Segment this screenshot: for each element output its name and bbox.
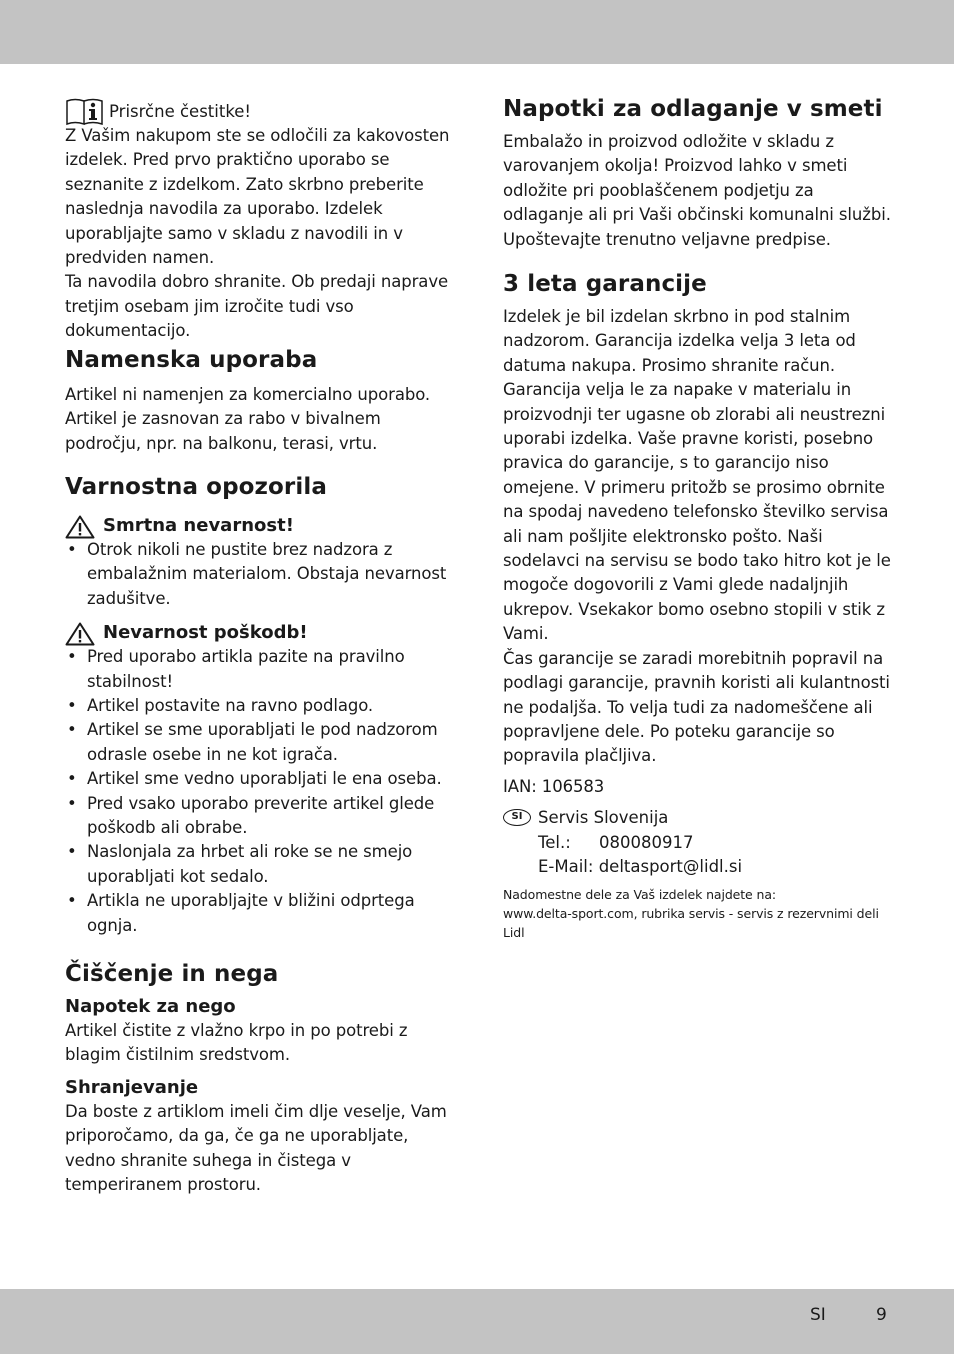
garancija-paragraph-1: Izdelek je bil izdelan skrbno in pod stalnim nadzorom. Garancija izdelka velja 3 leta od datuma nakupa. Prosimo shranite račun. Garancija velja le za napake v materialu in proizvodnji ter ugasne ob zlorabi ali neustrezni uporabi izdelka. Vaše pravne koristi, posebno pravica do garancije, s to garancijo niso omejene. V primeru pritožb se prosimo obrnite na spodaj navedeno telefonsko številko servisa ali nam pošljite elektronsko pošto. Naši sodelavci na servisu se bodo tako hitro kot je le mogoče dogovorili z Vami glede nadaljnjih ukrepov. Vsekakor bomo osebno stopili v stik z Vami.: [503, 307, 891, 644]
ian-number: IAN: 106583: [503, 776, 605, 796]
intro-paragraph-2: Ta navodila dobro shranite. Ob predaji naprave tretjim osebam jim izročite tudi vso dokumentacijo.: [65, 272, 449, 341]
list-item: • Artikel se sme uporabljati le pod nadzorom odrasle osebe in ne kot igrača.: [65, 718, 457, 767]
shranjevanje-text: Da boste z artiklom imeli čim dlje veselje, Vam priporočamo, da ga, če ga ne uporabljate, vedno shranite suhega in čistega v temperiranem prostoru.: [65, 1101, 447, 1195]
list-item: • Artikel postavite na ravno podlago.: [65, 694, 457, 718]
list-item: • Naslonjala za hrbet ali roke se ne smejo uporabljati kot sedalo.: [65, 840, 457, 889]
ciscenje-section: [65, 959, 457, 1197]
varnostna-title: Varnostna opozorila: [65, 474, 327, 500]
tel-label: Tel.:: [538, 832, 571, 852]
warning-poskodb-label: Nevarnost poškodb!: [103, 622, 308, 644]
warning-poskodb-list: [65, 645, 457, 938]
intro-section: [65, 100, 457, 344]
garancija-paragraph-2: Čas garancije se zaradi morebitnih popravil na podlagi garancije, pravnih koristi ali kulantnosti ne podaljša. To velja tudi za nadomeščene ali popravljene dele. Po poteku garancije so popravila plačljiva.: [503, 648, 890, 766]
intro-greeting: Prisrčne čestitke!: [109, 102, 252, 121]
napotki-text: Embalažo in proizvod odložite v skladu z varovanjem okolja! Proizvod lahko v smeti odložite pri pooblaščenem podjetju za odlaganje ali pri Vaši občinski komunalni službi.: [503, 132, 891, 225]
service-name: Servis Slovenija: [538, 808, 669, 828]
footer-language: SI: [810, 1305, 826, 1325]
service-email: E-Mail: deltasport@lidl.si: [538, 856, 743, 876]
service-row: [503, 806, 891, 830]
list-item: • Pred vsako uporabo preverite artikel glede poškodb ali obrabe.: [65, 792, 457, 841]
napotki-section: [503, 94, 891, 252]
shranjevanje-title: Shranjevanje: [65, 1076, 199, 1098]
top-bar: [0, 0, 954, 64]
garancija-section: [503, 269, 891, 942]
garancija-title: 3 leta garancije: [503, 271, 707, 297]
intro-greeting-row: [65, 100, 457, 124]
warning-poskodb: [65, 621, 457, 645]
list-item: • Artikel sme vedno uporabljati le ena oseba.: [65, 767, 457, 791]
country-badge-icon: SI: [503, 809, 531, 826]
service-tel: [503, 831, 891, 855]
page-number: 9: [876, 1305, 887, 1325]
spare-parts-line-2: www.delta-sport.com, rubrika servis - servis z rezervnimi deli Lidl: [503, 906, 879, 941]
warning-smrtna-label: Smrtna nevarnost!: [103, 515, 294, 536]
namenska-section: [65, 345, 457, 456]
napotek-nego-title: Napotek za nego: [65, 996, 236, 1017]
namenska-text: Artikel ni namenjen za komercialno uporabo. Artikel je zasnovan za rabo v bivalnem področju, npr. na balkonu, terasi, vrtu.: [65, 385, 431, 453]
napotek-nego-text: Artikel čistite z vlažno krpo in po potrebi z blagim čistilnim sredstvom.: [65, 1021, 408, 1065]
list-item: • Pred uporabo artikla pazite na pravilno stabilnost!: [65, 645, 457, 694]
napotki-title: Napotki za odlaganje v smeti: [503, 96, 883, 122]
ciscenje-title: Čiščenje in nega: [65, 961, 279, 987]
manual-info-icon: [65, 98, 105, 126]
spare-parts-line-1: Nadomestne dele za Vaš izdelek najdete na:: [503, 887, 777, 903]
warning-triangle-icon: [65, 622, 95, 646]
list-item: • Otrok nikoli ne pustite brez nadzora z embalažnim materialom. Obstaja nevarnost zadušitve.: [65, 538, 457, 611]
list-item: • Artikla ne uporabljajte v bližini odprtega ognja.: [65, 889, 457, 938]
varnostna-section: [65, 472, 457, 938]
namenska-title: Namenska uporaba: [65, 347, 318, 373]
napotki-text-2: Upoštevajte trenutno veljavne predpise.: [503, 229, 831, 249]
warning-triangle-icon: [65, 515, 95, 539]
warning-smrtna: [65, 514, 457, 538]
warning-smrtna-list: [65, 538, 457, 611]
tel-number: 080080917: [599, 832, 694, 852]
intro-paragraph-1: Z Vašim nakupom ste se odločili za kakovosten izdelek. Pred prvo praktično uporabo se seznanite z izdelkom. Zato skrbno preberite naslednja navodila za uporabo. Izdelek uporabljajte samo v skladu z navodili in v predviden namen.: [65, 126, 450, 268]
